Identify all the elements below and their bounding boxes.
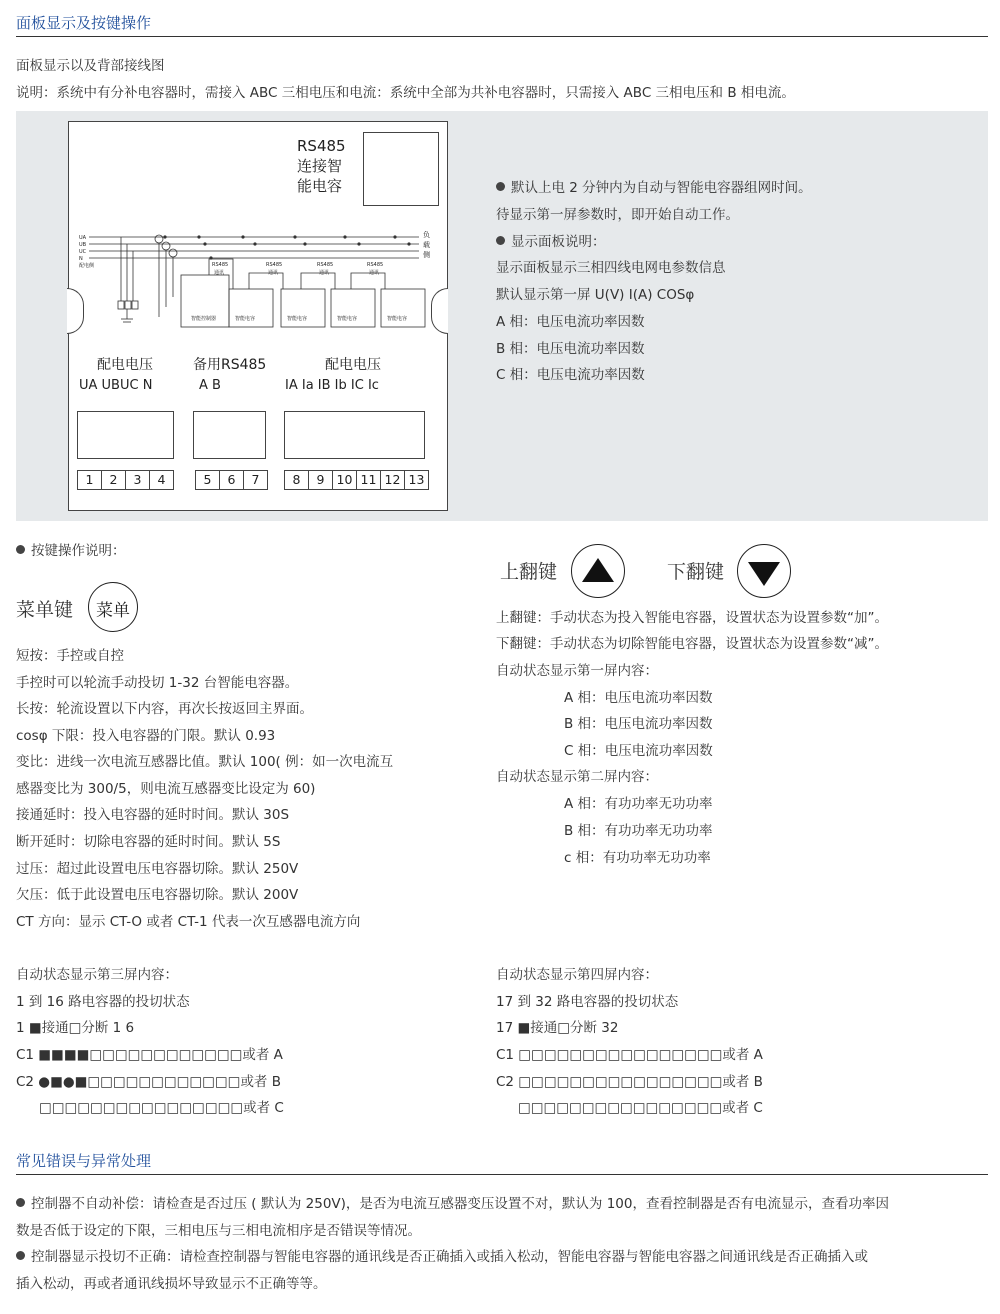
menu-desc-11: CT 方向：显示 CT-O 或者 CT-1 代表一次互感器电流方向	[16, 914, 361, 930]
screen3-line-5: C2 ●■●■□□□□□□□□□□□□或者 B	[16, 1074, 281, 1090]
menu-desc-9: 过压：超过此设置电压电容器切除。默认 250V	[16, 861, 299, 877]
updown-desc-2: 下翻键：手动状态为切除智能电容器，设置状态为设置参数“减”。	[496, 636, 888, 652]
comm-small-2: 通讯	[268, 270, 279, 276]
rs485-port-box	[363, 132, 439, 206]
terminal-box-rs485	[193, 411, 266, 459]
terminal-3: 3	[125, 470, 150, 490]
screen4-line-2: 17 到 32 路电容器的投切状态	[496, 994, 679, 1010]
info-line-3: 显示面板说明：	[496, 232, 606, 252]
error-line-1: 控制器不自动补偿：请检查是否过压 ( 默认为 250V)，是否为电流互感器变压设置不对，默认为 100，查看控制器是否有电流显示，查看功率因	[16, 1194, 889, 1214]
menu-desc-3: 长按：轮流设置以下内容，再次长按返回主界面。	[16, 701, 313, 717]
wiring-diagram	[68, 121, 448, 511]
terminal-9: 9	[308, 470, 333, 490]
wire-labels: UA UB UC N 配电侧	[79, 235, 95, 269]
rs485-small-1: RS485	[212, 262, 229, 268]
updown-desc-8: A 相：有功功率无功功率	[564, 796, 713, 812]
down-key-label: 下翻键	[667, 561, 725, 583]
comm-small-1: 通讯	[214, 270, 225, 276]
info-line-7: B 相：电压电流功率因数	[496, 341, 645, 357]
info-line-2: 待显示第一屏参数时，即开始自动工作。	[496, 207, 739, 223]
down-arrow-icon	[738, 545, 790, 597]
bullet-icon	[16, 1198, 25, 1207]
module-cap-4: 智能电容	[387, 316, 408, 322]
screen3-line-3: 1 ■接通□分断 1 6	[16, 1020, 135, 1036]
menu-desc-2: 手控时可以轮流手动投切 1-32 台智能电容器。	[16, 675, 299, 691]
error-line-3: 控制器显示投切不正确：请检查控制器与智能电容器的通讯线是否正确插入或插入松动，智能电容器与智能电容器之间通讯线是否正确插入或	[16, 1247, 868, 1267]
group-sub-voltage: UA UBUC N	[79, 378, 153, 393]
info-line-6: A 相：电压电流功率因数	[496, 314, 645, 330]
menu-desc-7: 接通延时：投入电容器的延时时间。默认 30S	[16, 807, 290, 823]
screen3-line-4: C1 ■■■■□□□□□□□□□□□□或者 A	[16, 1047, 283, 1063]
updown-desc-6: C 相：电压电流功率因数	[564, 743, 713, 759]
screen4-line-3: 17 ■接通□分断 32	[496, 1020, 619, 1036]
updown-desc-5: B 相：电压电流功率因数	[564, 716, 713, 732]
screen4-line-4: C1 □□□□□□□□□□□□□□□□或者 A	[496, 1047, 763, 1063]
info-line-4: 显示面板显示三相四线电网电参数信息	[496, 260, 726, 276]
group-sub-current: IA Ia IB Ib IC Ic	[285, 378, 379, 393]
rs485-small-4: RS485	[367, 262, 384, 268]
rs485-label: RS485 连接智 能电容	[297, 137, 346, 195]
subtitle: 面板显示以及背部接线图	[16, 58, 165, 74]
menu-desc-10: 欠压：低于此设置电压电容器切除。默认 200V	[16, 887, 299, 903]
keys-heading: 按键操作说明：	[16, 541, 126, 561]
info-line-8: C 相：电压电流功率因数	[496, 367, 645, 383]
rs485-small-2: RS485	[266, 262, 283, 268]
up-key-label: 上翻键	[500, 561, 558, 583]
updown-desc-9: B 相：有功功率无功功率	[564, 823, 713, 839]
terminal-10: 10	[332, 470, 357, 490]
section-title-errors: 常见错误与异常处理	[16, 1152, 152, 1170]
updown-desc-3: 自动状态显示第一屏内容：	[496, 663, 658, 679]
up-arrow-icon	[572, 545, 624, 597]
info-line-1: 默认上电 2 分钟内为自动与智能电容器组网时间。	[496, 178, 812, 198]
group-title-current: 配电电压	[325, 357, 381, 373]
screen4-line-5: C2 □□□□□□□□□□□□□□□□或者 B	[496, 1074, 763, 1090]
updown-desc-1: 上翻键：手动状态为投入智能电容器，设置状态为设置参数“加”。	[496, 610, 888, 626]
section-divider	[16, 1174, 988, 1175]
module-cap-1: 智能电容	[235, 316, 256, 322]
menu-key-label: 菜单键	[16, 599, 74, 621]
menu-desc-5: 变比：进线一次电流互感器比值。默认 100( 例：如一次电流互	[16, 754, 394, 770]
menu-button[interactable]	[88, 582, 138, 632]
terminal-5: 5	[195, 470, 220, 490]
up-button[interactable]	[571, 544, 625, 598]
rs485-small-3: RS485	[317, 262, 334, 268]
screen4-line-6: □□□□□□□□□□□□□□□□或者 C	[518, 1100, 763, 1116]
terminal-box-current	[284, 411, 425, 459]
screen3-line-1: 自动状态显示第三屏内容：	[16, 967, 178, 983]
group-sub-rs485: A B	[199, 378, 221, 393]
terminal-1: 1	[77, 470, 102, 490]
terminal-7: 7	[243, 470, 268, 490]
terminal-6: 6	[219, 470, 244, 490]
comm-small-4: 通讯	[369, 270, 380, 276]
bullet-icon	[496, 236, 505, 245]
module-cap-3: 智能电容	[337, 316, 358, 322]
down-button[interactable]	[737, 544, 791, 598]
section-title-panel: 面板显示及按键操作	[16, 14, 152, 32]
updown-desc-7: 自动状态显示第二屏内容：	[496, 769, 658, 785]
terminal-4: 4	[149, 470, 174, 490]
screen3-line-6: □□□□□□□□□□□□□□□□或者 C	[39, 1100, 284, 1116]
info-line-5: 默认显示第一屏 U(V) I(A) COSφ	[496, 287, 695, 303]
menu-desc-8: 断开延时：切除电容器的延时时间。默认 5S	[16, 834, 281, 850]
wiring-note: 说明：系统中有分补电容器时，需接入 ABC 三相电压和电流：系统中全部为共补电容器时，只需接入 ABC 三相电压和 B 相电流。	[16, 85, 795, 101]
menu-desc-6: 感器变比为 300/5，则电流互感器变比设定为 60)	[16, 781, 316, 797]
error-line-4: 插入松动，再或者通讯线损坏导致显示不正确等等。	[16, 1276, 327, 1292]
bullet-icon	[496, 182, 505, 191]
comm-small-3: 通讯	[319, 270, 330, 276]
section-divider	[16, 36, 988, 37]
bullet-icon	[16, 545, 25, 554]
menu-desc-4: cosφ 下限：投入电容器的门限。默认 0.93	[16, 728, 276, 744]
terminal-box-voltage	[77, 411, 174, 459]
updown-desc-4: A 相：电压电流功率因数	[564, 690, 713, 706]
terminal-2: 2	[101, 470, 126, 490]
screen3-line-2: 1 到 16 路电容器的投切状态	[16, 994, 190, 1010]
updown-desc-10: c 相：有功功率无功功率	[564, 850, 711, 866]
load-side-label: 负 载 侧	[423, 231, 430, 259]
menu-button-label: 菜单	[96, 601, 130, 621]
module-cap-2: 智能电容	[287, 316, 308, 322]
menu-desc-1: 短按：手控或自控	[16, 648, 124, 664]
error-line-2: 数是否低于设定的下限，三相电压与三相电流相序是否错误等情况。	[16, 1223, 421, 1239]
terminal-12: 12	[380, 470, 405, 490]
bullet-icon	[16, 1251, 25, 1260]
screen4-line-1: 自动状态显示第四屏内容：	[496, 967, 658, 983]
terminal-11: 11	[356, 470, 381, 490]
group-title-voltage: 配电电压	[97, 357, 153, 373]
terminal-8: 8	[284, 470, 309, 490]
group-title-rs485: 备用RS485	[193, 357, 267, 373]
terminal-13: 13	[404, 470, 429, 490]
module-controller: 智能控制器	[191, 316, 217, 322]
